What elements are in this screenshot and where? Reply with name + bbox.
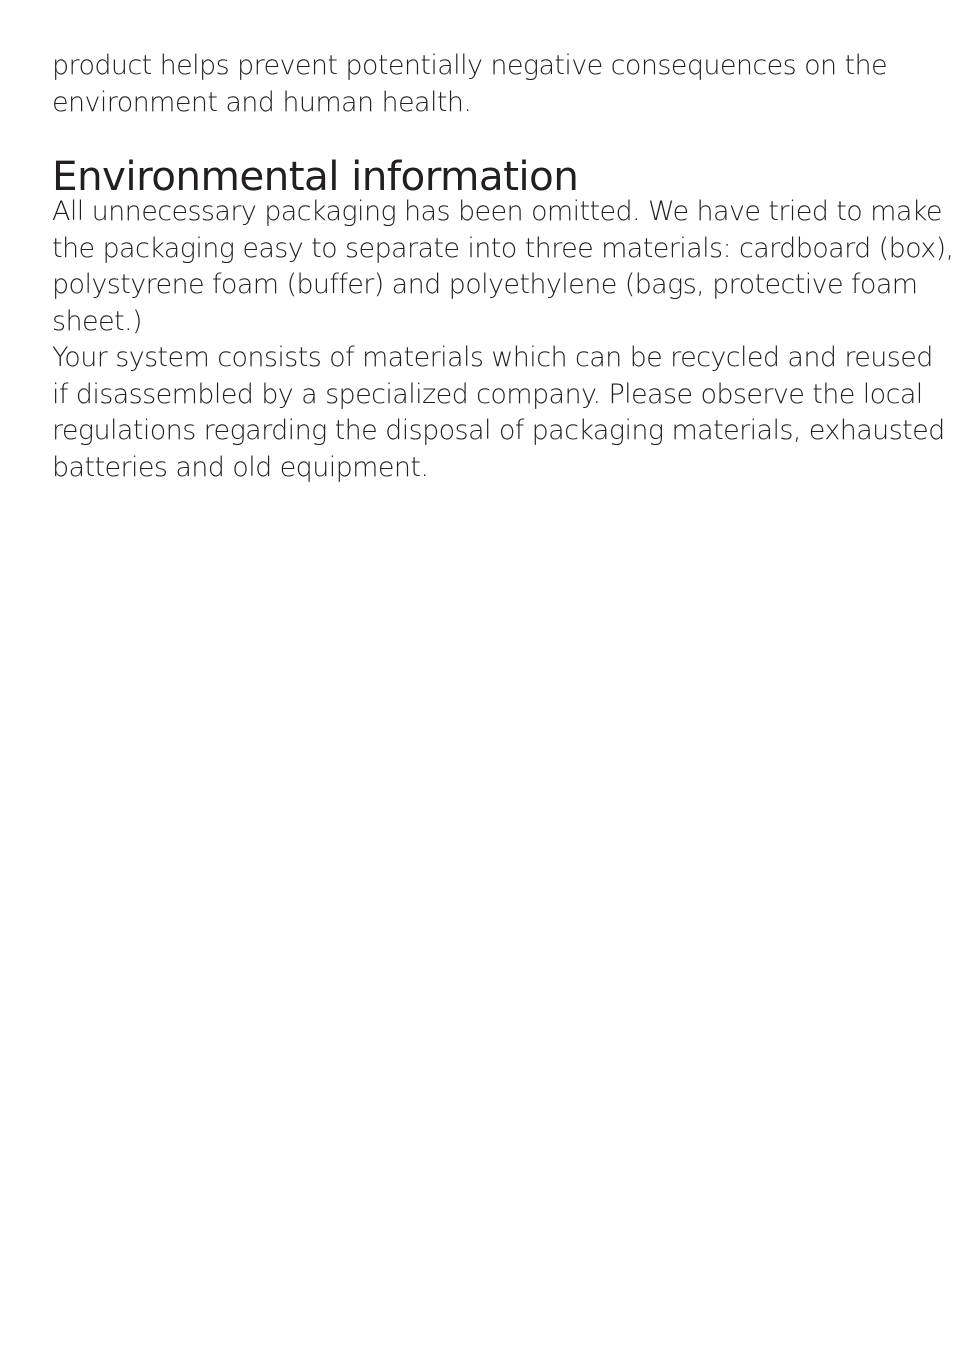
text-line: sheet.): [52, 305, 142, 337]
text-line: the packaging easy to separate into three materials: cardboard (box),: [52, 232, 954, 264]
document-page: [52, 48, 954, 486]
intro-paragraph: [52, 48, 912, 121]
text-line: product helps prevent potentially negative consequences on the: [52, 50, 888, 81]
text-line: batteries and old equipment.: [52, 451, 429, 483]
packaging-paragraph: [52, 194, 954, 340]
text-line: Your system consists of materials which can be recycled and reused: [52, 342, 933, 373]
text-line: polystyrene foam (buffer) and polyethylene (bags, protective foam: [52, 269, 918, 300]
recycling-paragraph: [52, 340, 945, 486]
text-line: if disassembled by a specialized company. Please observe the local: [52, 378, 923, 410]
text-line: regulations regarding the disposal of packaging materials, exhausted: [52, 415, 945, 446]
text-line: All unnecessary packaging has been omitted. We have tried to make: [52, 196, 942, 227]
text-line: environment and human health.: [52, 86, 472, 118]
section-heading: Environmental information: [52, 151, 579, 200]
